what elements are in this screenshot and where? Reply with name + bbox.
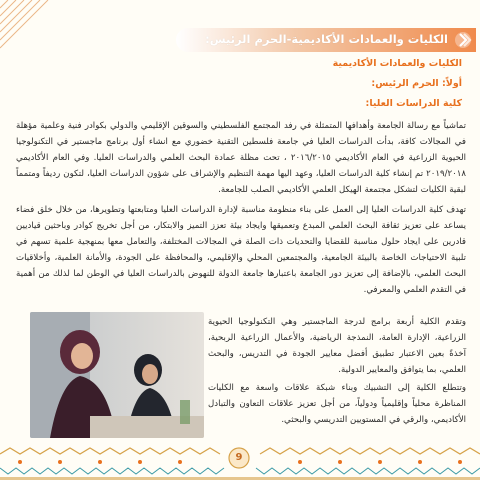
page-title: الكليات والعمادات الأكاديمية-الحرم الرئيس: bbox=[205, 32, 448, 46]
paragraph-programs: وتقدم الكلية أربعة برامج لدرجة الماجستير وهي التكنولوجيا الحيوية الزراعية، الإدارة العامة، النمذجة الرياضية، والأعمال الزراعية الربحية، آخذةً بعين الاعتبار تطبيق أفضل معايير الجودة في التدريس، والبحث العلمي، بما يتوافق والمعايير الدولية. bbox=[208, 317, 466, 375]
college-heading: كلية الدراسات العليا: bbox=[365, 98, 462, 109]
chevron-arrow-icon bbox=[454, 31, 472, 49]
paragraph-networking: وتتطلع الكلية إلى التشبيك وبناء شبكة علاقات واسعة مع الكليات المناظرة محلياً وإقليمياً ودولياً، من أجل تعزيز علاقات التعاون والتبادل الأكاديمي، والرقي في المستويين التدريسي والبحثي. bbox=[208, 383, 466, 425]
paragraph-intro: تماشياً مع رسالة الجامعة وأهدافها المتمثلة في رفد المجتمع الفلسطيني والسوقين الإقليمي والدولي بكوادر فنية وعلمية مؤهلة في المجالات كافة، بدأت الدراسات العليا في جامعة فلسطين التقنية خضوري مع انشاء أول برنامج ماجستير في التكنولوجيا الحيوية الزراعية في العام الأكاديمي ٢٠١٦/٢٠١٥ ، تحت مظلة عمادة البحث العلمي والدراسات العليا. وفي العام الأكاديمي ٢٠١٩/٢٠١٨ تم إنشاء كلية الدراسات العليا، وعهد اليها مهمة التنظيم والإشراف على شؤون الدراسات العليا، لتكون رديفاً ومتمماً لبقية الكليات لتشكل مجتمعة الهيكل العلمي الأكاديمي الصلب للجامعة. bbox=[16, 121, 466, 195]
corner-lines-decoration bbox=[0, 0, 70, 70]
section-subtitle: الكليات والعمادات الأكاديمية bbox=[332, 58, 462, 69]
students-photo bbox=[30, 312, 204, 438]
paragraph-goals: تهدف كلية الدراسات العليا إلى العمل على بناء منظومة مناسبة لإدارة الدراسات العليا ومتابعتها وتطويرها، من خلال خلق فضاء يساعد على تعزيز ثقافة البحث العلمي المبدع وتعميقها وايجاد بيئة تعزز التميز والابتكار، من أجل تخريج كوادر وباحثين قياديين قادرين على ايجاد حلول مناسبة للقضايا والتحديات ذات الصلة في المجالات المختلفة، والتعامل معها بمنهجية علمية تسهم في تلبية الاحتياجات الخاصة بالبيئة الجامعية، والمجتمعين المحلي والإقليمي، والمحافظة على الجودة، والأمانة العلمية، وأخلاقيات البحث العلمي، بالإضافة إلى تعزيز دور الجامعة باعتبارها جامعة الدولة للنهوض بالدراسات العليا في الوطن لما لذلك من أهمية في التقدم العلمي والمعرفي. bbox=[16, 205, 466, 295]
header-banner bbox=[176, 28, 476, 52]
page-number: 9 bbox=[235, 452, 243, 463]
campus-heading: أولاً: الحرم الرئيس: bbox=[371, 78, 462, 89]
